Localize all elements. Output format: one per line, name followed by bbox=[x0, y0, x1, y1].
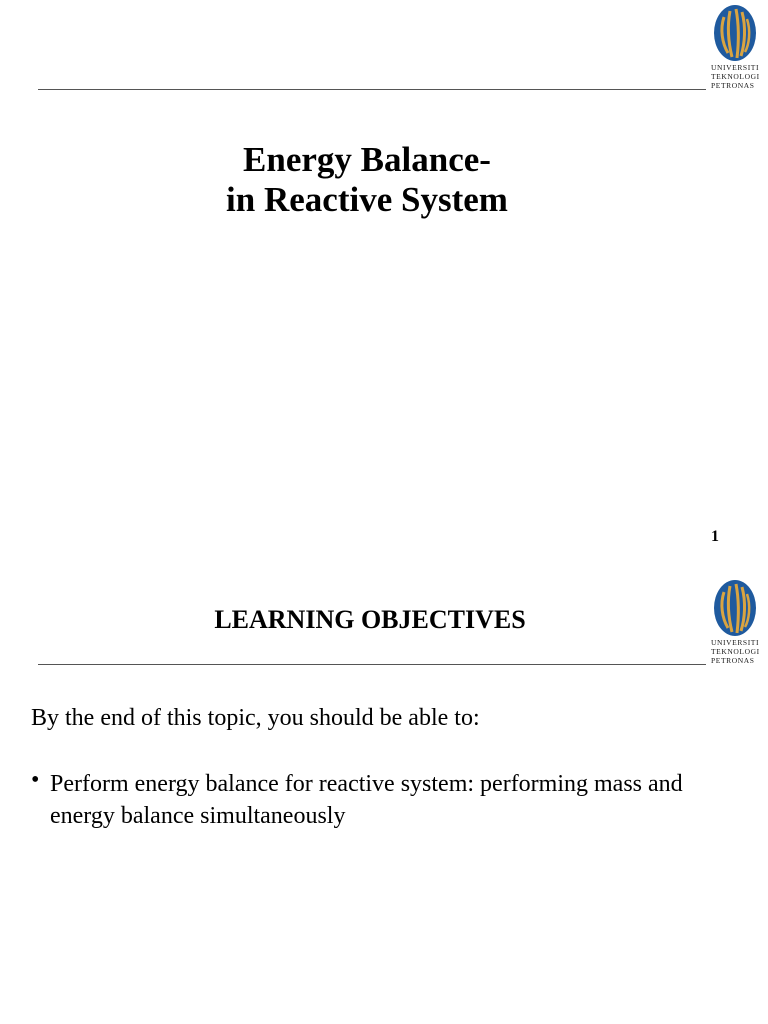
bullet-item bbox=[31, 768, 741, 832]
slide-2 bbox=[0, 575, 768, 1024]
title-line-2: in Reactive System bbox=[226, 180, 508, 219]
logo-line-3: PETRONAS bbox=[711, 81, 755, 90]
page-number: 1 bbox=[711, 528, 719, 545]
logo-text bbox=[711, 638, 766, 665]
slide-1-title bbox=[0, 140, 734, 220]
logo-text bbox=[711, 63, 766, 90]
slide-2-title: LEARNING OBJECTIVES bbox=[214, 605, 526, 634]
utp-logo bbox=[712, 3, 766, 90]
title-line-1: Energy Balance- bbox=[243, 140, 491, 179]
logo-line-1: UNIVERSITI bbox=[711, 63, 760, 72]
logo-line-3: PETRONAS bbox=[711, 656, 755, 665]
logo-line-1: UNIVERSITI bbox=[711, 638, 760, 647]
header-rule bbox=[38, 89, 706, 90]
bullet-marker: • bbox=[31, 767, 40, 793]
logo-line-2: TEKNOLOGI bbox=[711, 72, 760, 81]
logo-line-2: TEKNOLOGI bbox=[711, 647, 760, 656]
bullet-text: Perform energy balance for reactive system: performing mass and energy balance simultaneously bbox=[50, 771, 683, 829]
header-rule bbox=[38, 664, 706, 665]
utp-logo-icon bbox=[712, 3, 758, 63]
intro-text: By the end of this topic, you should be able to: bbox=[31, 705, 480, 731]
